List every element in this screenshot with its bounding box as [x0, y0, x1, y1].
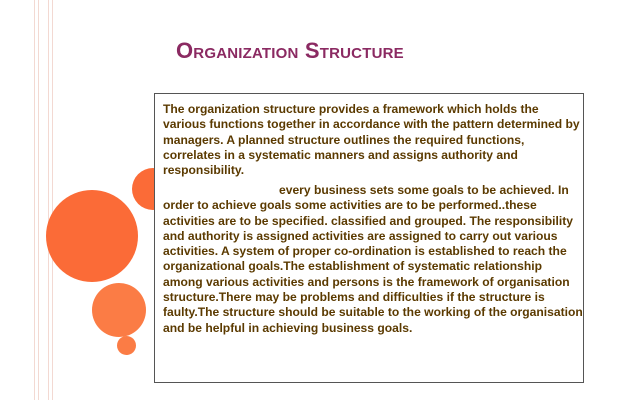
paragraph-1: The organization structure provides a framework which holds the various functions together in accordance with the pattern determined by managers. A planned structure outlines the required functions, correlates in a systematic manners and assigns authority and responsibility.: [163, 102, 580, 178]
decorative-circle-tiny: [117, 336, 136, 355]
slide-title: Organization Structure: [176, 38, 404, 63]
decorative-rule: [38, 0, 39, 400]
decorative-rule: [34, 0, 35, 400]
paragraph-2: [163, 183, 585, 336]
decorative-circle-small: [92, 283, 146, 337]
decorative-circle-large: [46, 190, 138, 282]
decorative-rule: [48, 0, 49, 400]
content-textbox[interactable]: [154, 93, 584, 383]
paragraph-2-text: every business sets some goals to be achieved. In order to achieve goals some activities are to be performed..these activities are to be specified. classified and grouped. The responsibility and authority is assigned activities are assigned to carry out various activities. A system of proper co-ordination is established to reach the organizational goals.The establishment of systematic relationship among various activities and persons is the framework of organisation structure.There may be problems and difficulties if the structure is faulty.The structure should be suitable to the working of the organisation and be helpful in achieving business goals.: [163, 183, 583, 335]
decorative-rule: [52, 0, 53, 400]
